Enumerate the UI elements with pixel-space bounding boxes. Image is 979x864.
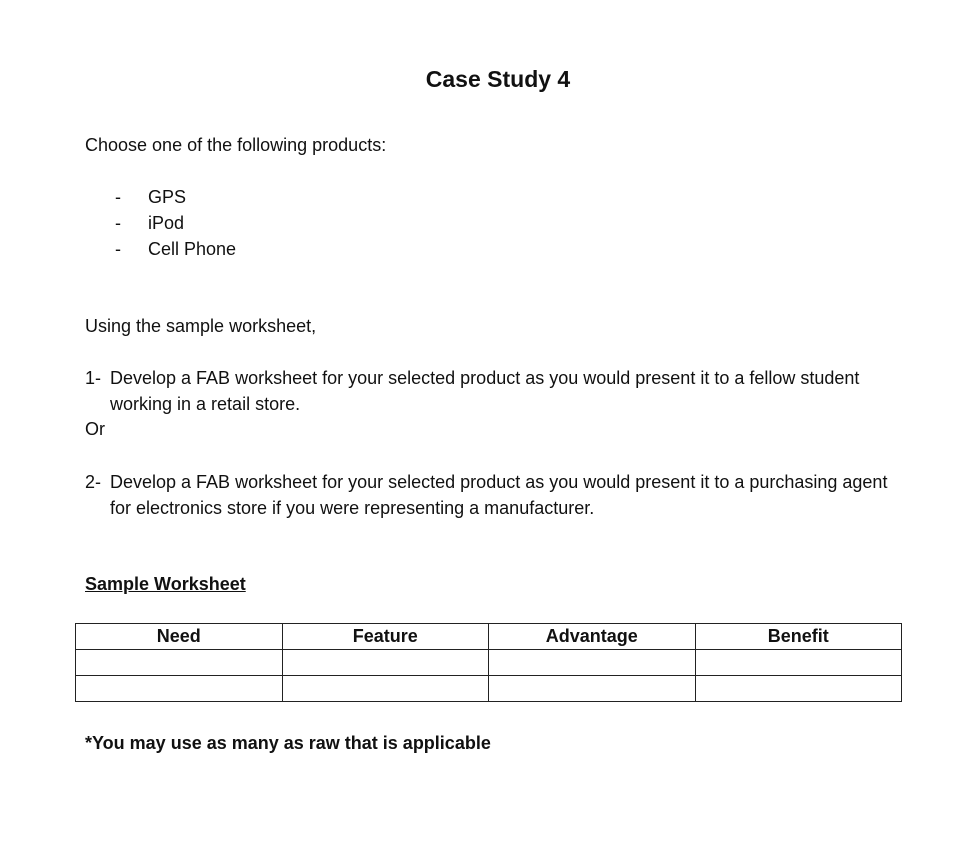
column-header-feature: Feature	[282, 624, 489, 650]
table-cell	[489, 676, 696, 702]
task-text: Develop a FAB worksheet for your selected product as you would present it to a purchasing agent for electronics store if you were representing a manufacturer.	[110, 472, 888, 518]
list-dash: -	[115, 213, 121, 233]
table-cell	[695, 676, 902, 702]
table-header-row	[76, 624, 902, 650]
table-cell	[76, 676, 283, 702]
table-cell	[489, 650, 696, 676]
task-1	[85, 365, 905, 417]
sample-worksheet-heading: Sample Worksheet	[85, 574, 246, 594]
product-gps: GPS	[148, 187, 187, 207]
table-row	[76, 676, 902, 702]
fab-worksheet-table	[75, 623, 902, 702]
or-text: Or	[85, 419, 105, 439]
using-text: Using the sample worksheet,	[85, 316, 317, 336]
table-cell	[282, 676, 489, 702]
table-cell	[282, 650, 489, 676]
task-text: Develop a FAB worksheet for your selected product as you would present it to a fellow student working in a retail store.	[110, 368, 860, 414]
list-item	[115, 212, 236, 238]
table-cell	[695, 650, 902, 676]
task-2	[85, 469, 905, 521]
column-header-need: Need	[76, 624, 283, 650]
list-dash: -	[115, 187, 121, 207]
product-list	[115, 186, 236, 264]
table-cell	[76, 650, 283, 676]
task-number: 1-	[85, 368, 102, 388]
task-number: 2-	[85, 472, 102, 492]
page-title: Case Study 4	[425, 66, 571, 92]
list-item	[115, 238, 236, 264]
table-row	[76, 650, 902, 676]
column-header-benefit: Benefit	[695, 624, 902, 650]
list-dash: -	[115, 239, 121, 259]
intro-text: Choose one of the following products:	[85, 135, 387, 155]
column-header-advantage: Advantage	[489, 624, 696, 650]
product-ipod: iPod	[148, 213, 185, 233]
product-cell-phone: Cell Phone	[148, 239, 237, 259]
footnote: *You may use as many as raw that is applicable	[85, 733, 491, 753]
list-item	[115, 186, 236, 212]
